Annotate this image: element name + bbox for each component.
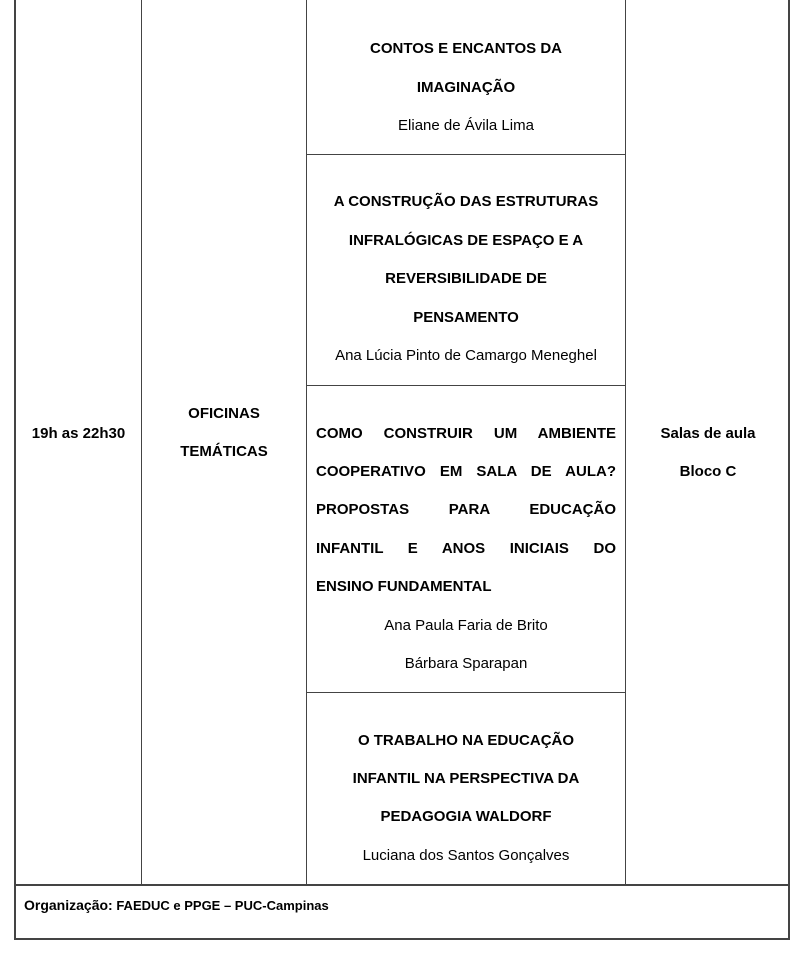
footer-organization: [24, 897, 329, 913]
workshop-title-line: REVERSIBILIDADE DE: [385, 270, 547, 287]
workshop-title-line: IMAGINAÇÃO: [416, 79, 516, 96]
workshop-presenter: Ana Paula Faria de Brito: [384, 617, 548, 634]
workshop-title-line: PROPOSTAS PARA EDUCAÇÃO: [316, 501, 616, 518]
workshop-title-line: COMO CONSTRUIR UM AMBIENTE: [316, 425, 616, 442]
workshop-title-line: INFANTIL NA PERSPECTIVA DA: [352, 770, 580, 787]
workshop-presenter: Ana Lúcia Pinto de Camargo Meneghel: [335, 347, 597, 364]
workshop-presenter: Eliane de Ávila Lima: [398, 117, 534, 134]
location-cell: [626, 0, 790, 884]
activity-line: OFICINAS: [188, 405, 260, 422]
workshop-title-line: INFRALÓGICAS DE ESPAÇO E A: [348, 232, 584, 249]
workshop-presenter: Luciana dos Santos Gonçalves: [362, 847, 570, 864]
footer-label: Organização:: [24, 897, 113, 913]
workshop-title-line: CONTOS E ENCANTOS DA: [370, 40, 562, 57]
workshop-title-line: INFANTIL E ANOS INICIAIS DO: [316, 540, 616, 557]
location-line: Bloco C: [679, 463, 737, 480]
workshop-title-line: ENSINO FUNDAMENTAL: [316, 578, 492, 595]
location-line: Salas de aula: [660, 425, 756, 442]
time-cell: 19h as 22h30: [31, 425, 126, 442]
activity-cell: [142, 0, 306, 884]
workshop-cell: [307, 0, 625, 154]
workshop-presenter: Bárbara Sparapan: [404, 655, 528, 672]
footer-divider: [14, 884, 790, 886]
workshop-cell: [307, 693, 625, 884]
activity-line: TEMÁTICAS: [180, 443, 268, 460]
workshop-title-line: COOPERATIVO EM SALA DE AULA?: [316, 463, 616, 480]
workshop-title-line: O TRABALHO NA EDUCAÇÃO: [357, 732, 575, 749]
workshop-cell: [307, 155, 625, 385]
workshop-title-line: PENSAMENTO: [413, 309, 519, 326]
footer-value: FAEDUC e PPGE – PUC-Campinas: [116, 898, 329, 913]
workshop-title-line: PEDAGOGIA WALDORF: [380, 808, 552, 825]
workshop-title-line: A CONSTRUÇÃO DAS ESTRUTURAS: [333, 193, 599, 210]
row-divider: [306, 385, 625, 386]
